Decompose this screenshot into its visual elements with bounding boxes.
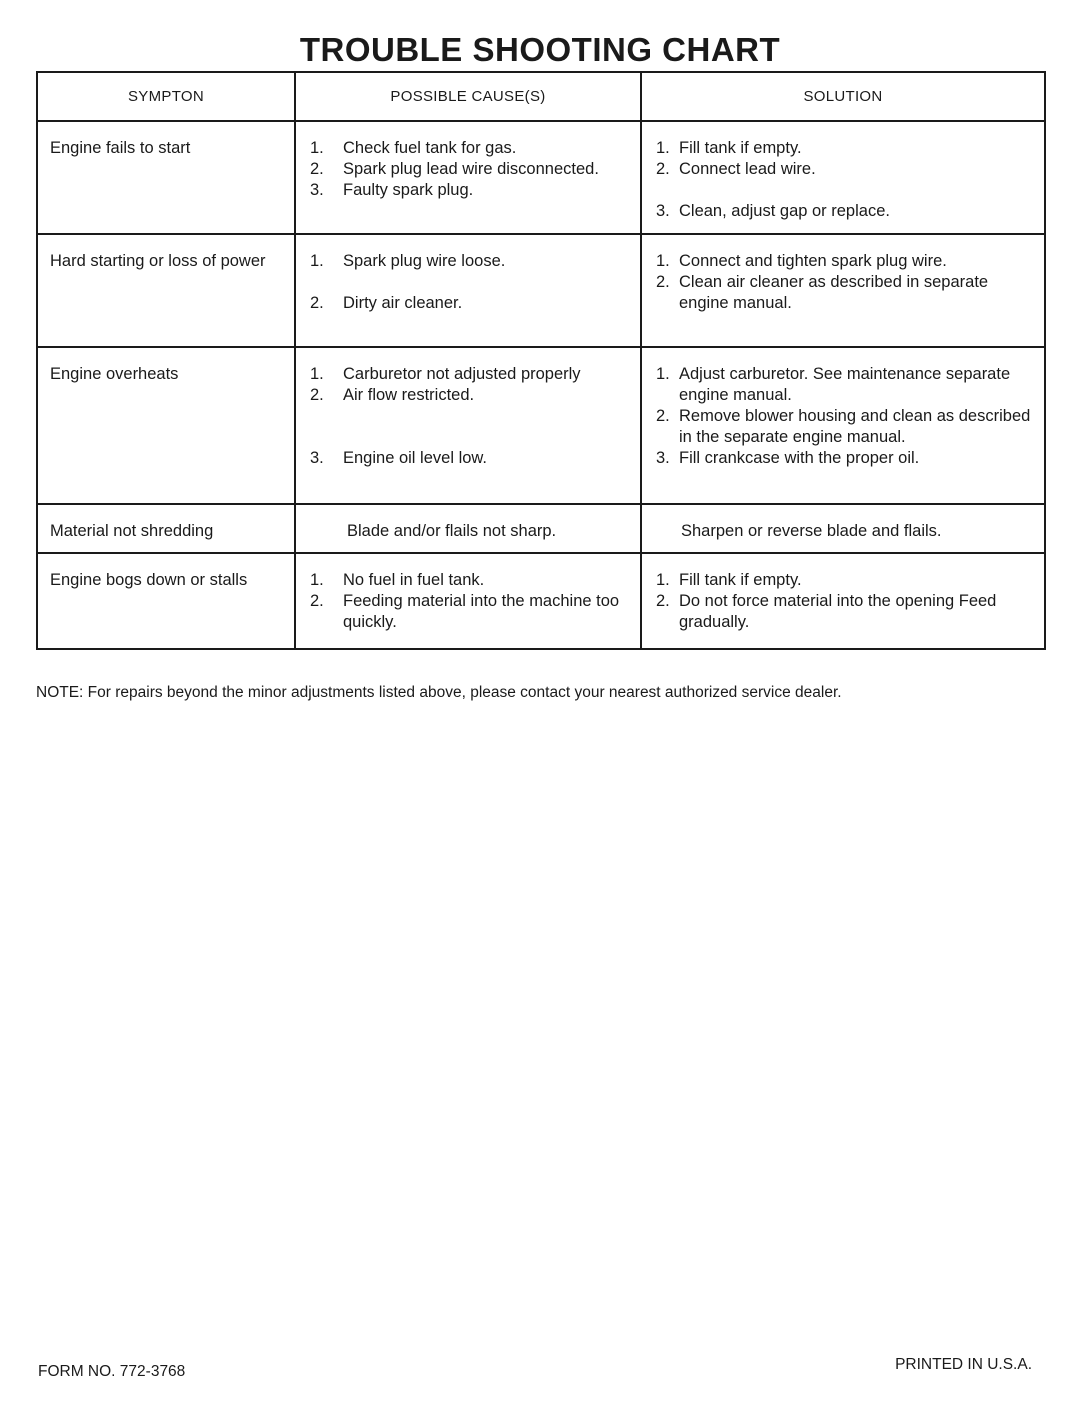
troubleshooting-table bbox=[36, 71, 1046, 650]
header-row bbox=[37, 72, 1045, 121]
solution-item: 2. Connect lead wire. bbox=[656, 160, 816, 178]
symptom-cell: Engine fails to start bbox=[37, 121, 295, 234]
header-symptom: SYMPTON bbox=[37, 72, 295, 121]
symptom-cell: Material not shredding bbox=[37, 504, 295, 553]
causes-cell bbox=[295, 234, 641, 347]
table-row bbox=[37, 347, 1045, 504]
table-row bbox=[37, 234, 1045, 347]
cause-item: 1. Carburetor not adjusted properly bbox=[310, 365, 581, 383]
page-title: TROUBLE SHOOTING CHART bbox=[299, 31, 781, 68]
cause-item: 1. No fuel in fuel tank. bbox=[310, 571, 485, 589]
cause-item: 1. Spark plug wire loose. bbox=[310, 252, 506, 270]
causes-cell bbox=[295, 347, 641, 504]
header-causes: POSSIBLE CAUSE(S) bbox=[295, 72, 641, 121]
symptom-cell: Hard starting or loss of power bbox=[37, 234, 295, 347]
causes-cell bbox=[295, 121, 641, 234]
cause-item: 2. Dirty air cleaner. bbox=[310, 294, 463, 312]
solution-item: 1. Connect and tighten spark plug wire. bbox=[656, 252, 947, 270]
causes-cell bbox=[295, 504, 641, 553]
form-number: FORM NO. 772-3768 bbox=[38, 1363, 186, 1380]
printed-in: PRINTED IN U.S.A. bbox=[895, 1356, 1032, 1373]
solution-item: 1. Fill tank if empty. bbox=[656, 139, 802, 157]
solution-item: 1. Adjust carburetor. See maintenance separate engine manual. bbox=[656, 365, 1011, 404]
causes-cell bbox=[295, 553, 641, 649]
cause-item: 3. Faulty spark plug. bbox=[310, 181, 474, 199]
solution-item: 3. Fill crankcase with the proper oil. bbox=[656, 449, 920, 467]
solution-item: 1. Fill tank if empty. bbox=[656, 571, 802, 589]
solutions-cell bbox=[641, 504, 1045, 553]
cause-item: 1. Check fuel tank for gas. bbox=[310, 139, 517, 157]
solutions-cell bbox=[641, 121, 1045, 234]
cause-item: 3. Engine oil level low. bbox=[310, 449, 488, 467]
cause-item: 2. Spark plug lead wire disconnected. bbox=[310, 160, 599, 178]
solutions-cell bbox=[641, 234, 1045, 347]
solution-item: 2. Clean air cleaner as described in separate engine manual. bbox=[656, 273, 989, 312]
cause-item: 2. Feeding material into the machine too quickly. bbox=[310, 592, 620, 631]
solution-item: Sharpen or reverse blade and flails. bbox=[681, 522, 942, 540]
cause-item: 2. Air flow restricted. bbox=[310, 386, 475, 404]
cause-item: Blade and/or flails not sharp. bbox=[347, 522, 557, 540]
solutions-cell bbox=[641, 347, 1045, 504]
solution-item: 2. Do not force material into the opening Feed gradually. bbox=[656, 592, 997, 631]
table-row bbox=[37, 553, 1045, 649]
symptom-cell: Engine bogs down or stalls bbox=[37, 553, 295, 649]
repair-note: NOTE: For repairs beyond the minor adjustments listed above, please contact your nearest authorized service dealer. bbox=[36, 684, 842, 701]
solution-item: 3. Clean, adjust gap or replace. bbox=[656, 202, 890, 220]
solution-item: 2. Remove blower housing and clean as described in the separate engine manual. bbox=[656, 407, 1031, 446]
table-row bbox=[37, 121, 1045, 234]
solutions-cell bbox=[641, 553, 1045, 649]
header-solution: SOLUTION bbox=[641, 72, 1045, 121]
table-row bbox=[37, 504, 1045, 553]
symptom-cell: Engine overheats bbox=[37, 347, 295, 504]
